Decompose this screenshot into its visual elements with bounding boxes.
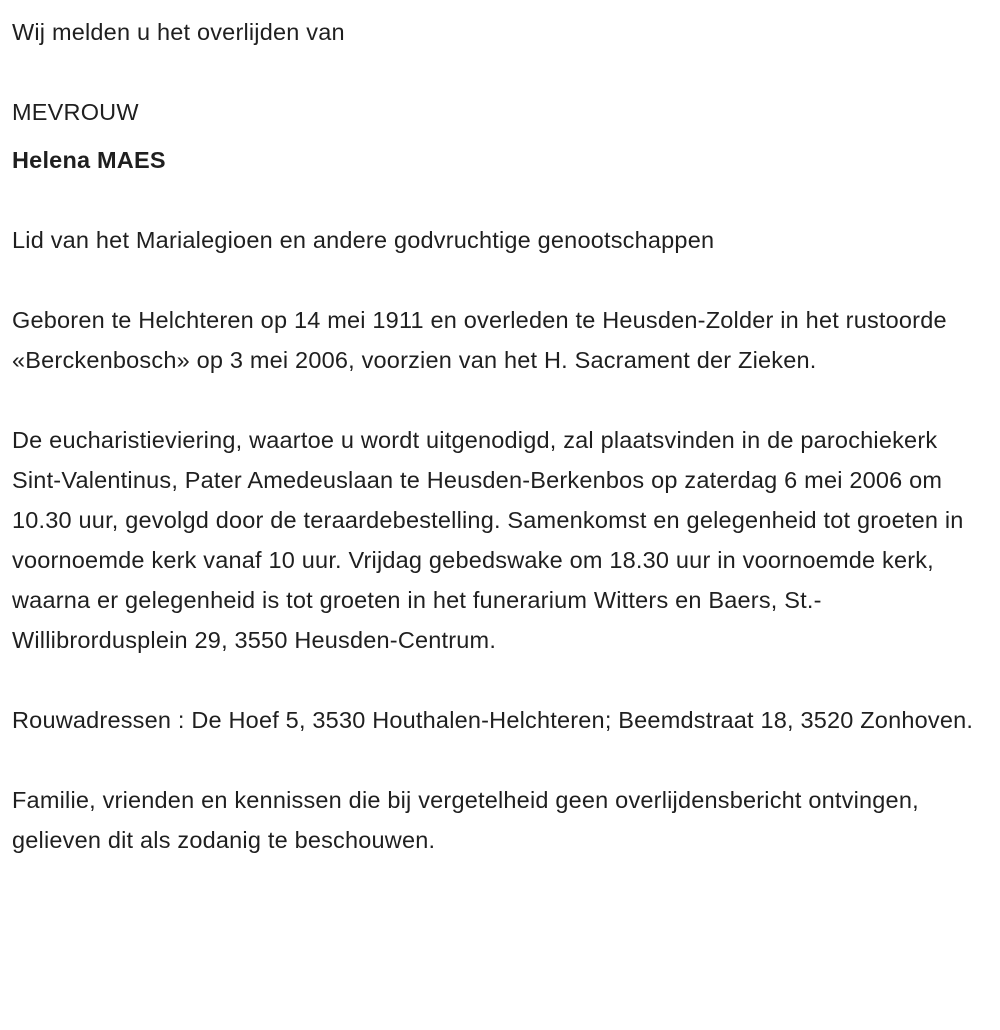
- intro-line: Wij melden u het overlijden van: [12, 19, 345, 45]
- membership-line: Lid van het Marialegioen en andere godvruchtige genootschappen: [12, 227, 715, 253]
- service-paragraph: De eucharistieviering, waartoe u wordt uitgenodigd, zal plaatsvinden in de parochiekerk Sint-Valentinus, Pater Amedeuslaan te Heusden-Berkenbos op zaterdag 6 mei 2006 om 10.30 uur, gevolgd door de teraardebestelling. Samenkomst en gelegenheid tot groeten in voornoemde kerk vanaf 10 uur. Vrijdag gebedswake om 18.30 uur in voornoemde kerk, waarna er gelegenheid is tot groeten in het funerarium Witters en Baers, St.-Willibrordusplein 29, 3550 Heusden-Centrum.: [12, 427, 964, 653]
- deceased-name-block: [12, 92, 982, 180]
- deceased-name: Helena MAES: [12, 147, 166, 173]
- mourning-addresses-paragraph: Rouwadressen : De Hoef 5, 3530 Houthalen-Helchteren; Beemdstraat 18, 3520 Zonhoven.: [12, 707, 974, 733]
- closing-paragraph: Familie, vrienden en kennissen die bij vergetelheid geen overlijdensbericht ontvingen, gelieven dit als zodanig te beschouwen.: [12, 787, 919, 853]
- birth-death-paragraph: Geboren te Helchteren op 14 mei 1911 en overleden te Heusden-Zolder in het rustoorde «Berckenbosch» op 3 mei 2006, voorzien van het H. Sacrament der Zieken.: [12, 307, 947, 373]
- salutation: MEVROUW: [12, 99, 139, 125]
